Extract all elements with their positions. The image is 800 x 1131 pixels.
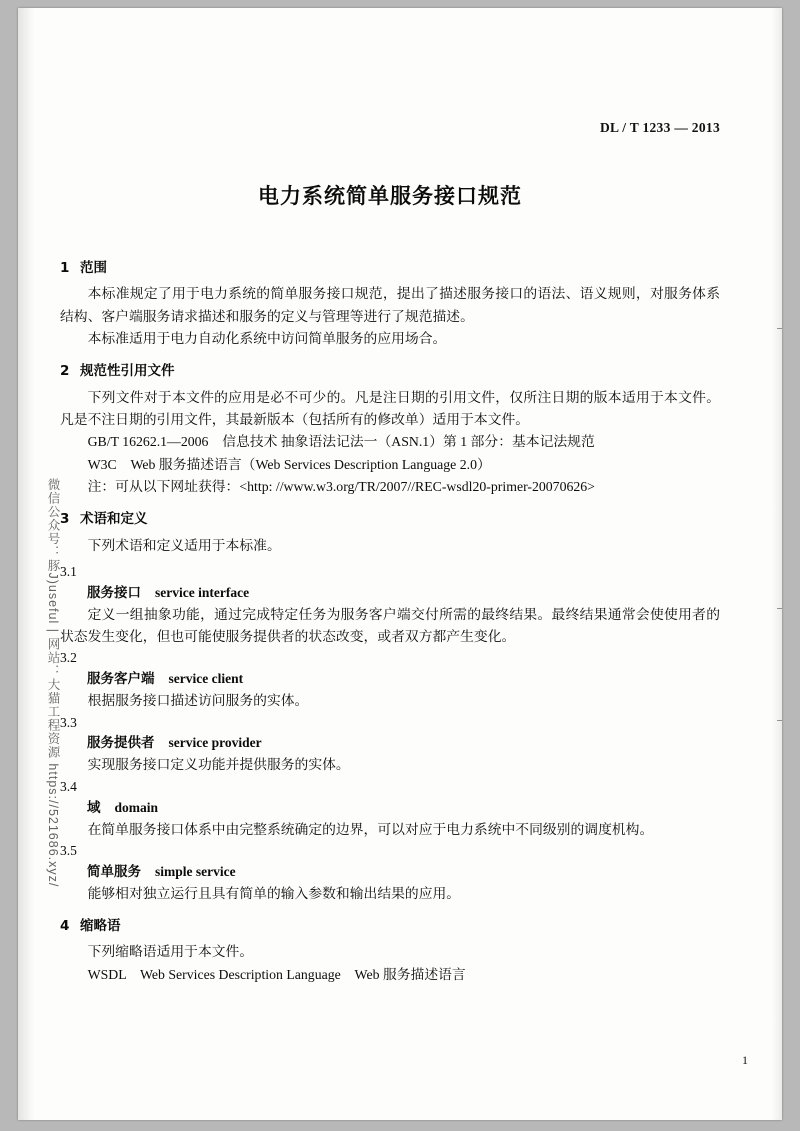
page-content xyxy=(60,8,720,1120)
term-number-3-1: 3.1 xyxy=(60,563,77,579)
reference-item-2: W3C Web 服务描述语言（Web Services Description Language 2.0） xyxy=(87,456,491,472)
section-1-paragraph-2: 本标准适用于电力自动化系统中访问简单服务的应用场合。 xyxy=(87,330,447,346)
section-title-4: 缩略语 xyxy=(80,918,121,935)
term-en-3-1: service interface xyxy=(155,584,250,600)
term-number-3-2: 3.2 xyxy=(60,650,77,666)
term-zh-3-5: 简单服务 xyxy=(87,863,141,880)
term-number-3-5: 3.5 xyxy=(60,842,77,858)
edge-mark xyxy=(777,608,782,609)
term-definition-3-1: 定义一组抽象功能，通过完成特定任务为服务客户端交付所需的最终结果。最终结果通常会使使用者的状态发生变化，但也可能使服务提供者的状态改变，或者双方都产生变化。 xyxy=(60,606,720,645)
section-heading-2 xyxy=(60,361,720,381)
section-number-3: 3 xyxy=(60,511,70,528)
term-en-3-4: domain xyxy=(114,799,159,815)
term-definition-3-3: 实现服务接口定义功能并提供服务的实体。 xyxy=(87,757,350,773)
term-definition-3-4: 在简单服务接口体系中由完整系统确定的边界，可以对应于电力系统中不同级别的调度机构。 xyxy=(87,821,654,837)
standard-id: DL / T 1233 — 2013 xyxy=(599,120,720,135)
reference-note: 注：可从以下网址获得：<http: //www.w3.org/TR/2007//REC-wsdl20-primer-20070626> xyxy=(87,478,595,494)
term-definition-3-5: 能够相对独立运行且具有简单的输入参数和输出结果的应用。 xyxy=(87,885,461,901)
section-number-2: 2 xyxy=(60,363,70,380)
term-en-3-5: simple service xyxy=(155,863,236,879)
section-title-2: 规范性引用文件 xyxy=(80,363,175,380)
page-number: 1 xyxy=(742,1053,748,1067)
term-en-3-3: service provider xyxy=(168,735,262,751)
term-title-3-1 xyxy=(60,583,720,604)
reference-item-1: GB/T 16262.1—2006 信息技术 抽象语法记法一（ASN.1）第 1 部分：基本记法规范 xyxy=(87,434,595,450)
section-4-paragraph-1: 下列缩略语适用于本文件。 xyxy=(87,944,254,960)
section-title-1: 范围 xyxy=(80,260,107,276)
edge-mark xyxy=(777,328,782,329)
watermark-text: 微信公众号：豚J)useful | 网站：大猫工程资源 https://521686.xyz/ xyxy=(46,478,60,888)
edge-mark xyxy=(777,720,782,721)
term-title-3-2 xyxy=(60,669,720,690)
term-title-3-5 xyxy=(60,862,720,883)
section-2-paragraph-1: 下列文件对于本文件的应用是必不可少的。凡是注日期的引用文件，仅所注日期的版本适用于本文件。凡是不注日期的引用文件，其最新版本（包括所有的修改单）适用于本文件。 xyxy=(60,389,720,427)
term-zh-3-3: 服务提供者 xyxy=(87,735,155,752)
term-zh-3-2: 服务客户端 xyxy=(87,671,155,688)
section-1-paragraph-1: 本标准规定了用于电力系统的简单服务接口规范，提出了描述服务接口的语法、语义规则，对服务体系结构、客户端服务请求描述和服务的定义与管理等进行了规范描述。 xyxy=(60,286,720,324)
page-title: 电力系统简单服务接口规范 xyxy=(258,184,522,208)
term-en-3-2: service client xyxy=(168,671,244,687)
term-number-3-3: 3.3 xyxy=(60,714,77,730)
section-heading-1 xyxy=(60,258,720,278)
document-body xyxy=(60,258,720,986)
section-title-3: 术语和定义 xyxy=(80,511,148,528)
term-title-3-3 xyxy=(60,733,720,754)
section-number-4: 4 xyxy=(60,918,70,935)
term-number-3-4: 3.4 xyxy=(60,778,77,794)
section-number-1: 1 xyxy=(60,260,70,276)
section-3-paragraph-1: 下列术语和定义适用于本标准。 xyxy=(87,537,281,553)
abbreviation-item-1: WSDL Web Services Description Language Web 服务描述语言 xyxy=(87,966,466,982)
term-definition-3-2: 根据服务接口描述访问服务的实体。 xyxy=(87,693,309,709)
document-page xyxy=(18,8,782,1120)
term-zh-3-4: 域 xyxy=(87,799,101,816)
section-heading-4 xyxy=(60,916,720,936)
term-title-3-4 xyxy=(60,798,720,819)
term-zh-3-1: 服务接口 xyxy=(87,584,141,601)
section-heading-3 xyxy=(60,509,720,529)
